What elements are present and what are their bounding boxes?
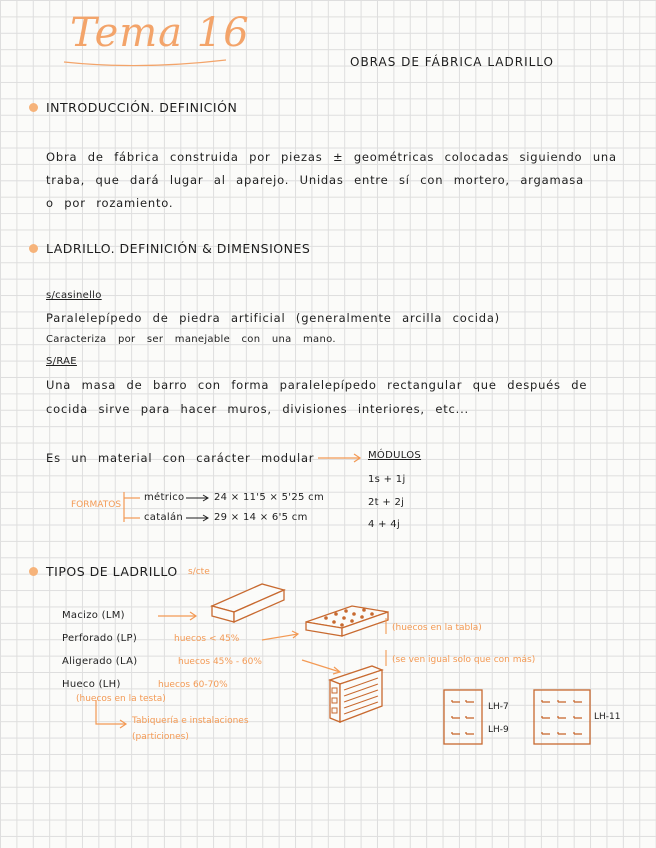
modulo-item: 4 + 4j <box>368 519 401 530</box>
tabiqueria-note: Tabiquería e instalaciones <box>132 716 249 726</box>
definition-line: Caracteriza por ser manejable con una mano. <box>46 334 336 345</box>
dims-arrow-icon <box>186 495 208 521</box>
formato-name: catalán <box>144 512 184 523</box>
aligerado-arrow-icon <box>302 660 340 674</box>
intro-line: o por rozamiento. <box>46 196 174 210</box>
lh-large-brick-icon <box>534 690 590 744</box>
definition-line: Una masa de barro con forma paralelepípedo rectangular que después de <box>46 378 588 392</box>
modular-arrow-icon <box>318 454 360 462</box>
intro-line: traba, que dará lugar al aparejo. Unidas entre sí con mortero, argamasa <box>46 173 584 187</box>
section-heading-tipos: TIPOS DE LADRILLO <box>46 564 178 579</box>
modulo-item: 1s + 1j <box>368 474 406 485</box>
modulo-item: 2t + 2j <box>368 497 405 508</box>
tabiqueria-note: (particiones) <box>132 732 189 742</box>
formato-name: métrico <box>144 492 185 503</box>
perforado-arrow-icon <box>262 631 298 640</box>
hueco-sub-note: (huecos en la testa) <box>76 694 166 704</box>
tabiqueria-arrow-icon <box>96 700 126 728</box>
type-aligerado: Aligerado (LA) <box>62 656 138 667</box>
definition-line: Paralelepípedo de piedra artificial (generalmente arcilla cocida) <box>46 311 500 325</box>
modular-text: Es un material con carácter modular <box>46 451 315 465</box>
source-casinello: s/casinello <box>46 290 102 301</box>
aligerado-annotation: (se ven igual solo que con más) <box>392 655 536 665</box>
type-macizo: Macizo (LM) <box>62 610 125 621</box>
type-perforado: Perforado (LP) <box>62 633 138 644</box>
section-heading-intro: INTRODUCCIÓN. DEFINICIÓN <box>46 100 238 115</box>
tipos-source-note: s/cte <box>188 567 210 577</box>
formato-dims: 24 × 11'5 × 5'25 cm <box>214 492 324 503</box>
type-aligerado-note: huecos 45% - 60% <box>178 657 262 667</box>
hueco-brick-icon <box>330 666 382 722</box>
title-swash <box>64 60 226 66</box>
lh-label: LH-9 <box>488 725 509 735</box>
macizo-arrow-icon <box>158 612 196 620</box>
page-header: OBRAS DE FÁBRICA LADRILLO <box>350 55 555 69</box>
formatos-bracket-icon <box>124 492 140 522</box>
type-hueco: Hueco (LH) <box>62 679 121 690</box>
type-hueco-note: huecos 60-70% <box>158 680 228 690</box>
macizo-brick-icon <box>212 584 284 622</box>
page-title: Tema 16 <box>70 10 250 56</box>
perforado-annotation: (huecos en la tabla) <box>392 623 482 633</box>
modulos-label: MÓDULOS <box>368 450 422 461</box>
type-perforado-note: huecos < 45% <box>174 634 240 644</box>
lh-small-brick-icon <box>444 690 482 744</box>
source-rae: S/RAE <box>46 356 77 367</box>
lh-label: LH-7 <box>488 702 509 712</box>
formatos-label: FORMATOS <box>71 500 122 510</box>
intro-line: Obra de fábrica construida por piezas ± geométricas colocadas siguiendo una <box>46 150 617 164</box>
definition-line: cocida sirve para hacer muros, divisiones interiores, etc... <box>46 402 470 416</box>
section-heading-ladrillo: LADRILLO. DEFINICIÓN & DIMENSIONES <box>46 241 311 256</box>
lh-label: LH-11 <box>594 712 621 722</box>
formato-dims: 29 × 14 × 6'5 cm <box>214 512 308 523</box>
